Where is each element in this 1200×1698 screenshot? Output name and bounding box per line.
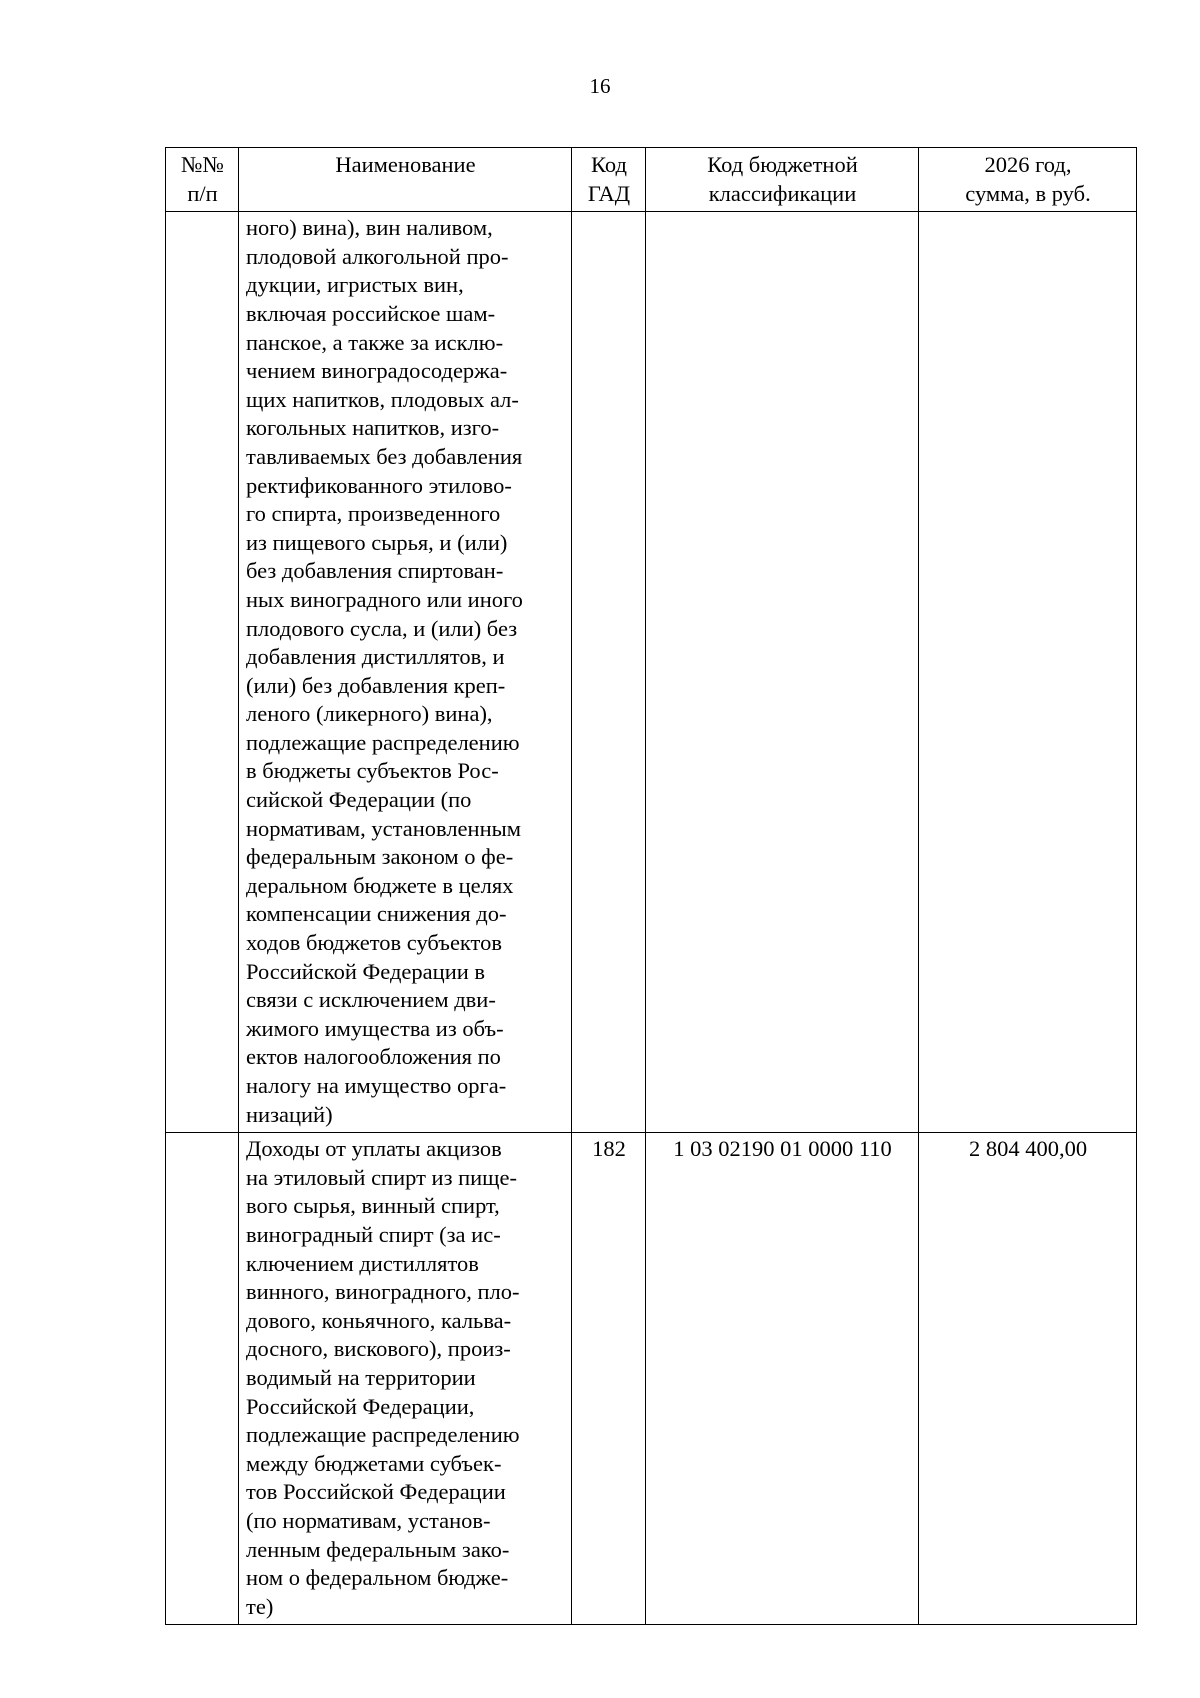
header-line: классификации	[708, 180, 857, 206]
table-row	[166, 1133, 1137, 1625]
header-amount-2026	[919, 148, 1137, 212]
table-header-row	[166, 148, 1137, 212]
header-line: сумма, в руб.	[965, 180, 1091, 206]
row-gad-cell: 182	[572, 1133, 646, 1625]
header-line: ГАД	[587, 180, 631, 206]
row-kbk-cell: 1 03 02190 01 0000 110	[646, 1133, 919, 1625]
row-number-cell	[166, 212, 239, 1133]
table-row	[166, 212, 1137, 1133]
row-number-cell	[166, 1133, 239, 1625]
header-number	[166, 148, 239, 212]
budget-table	[165, 147, 1137, 1625]
header-line: 2026 год,	[984, 152, 1072, 177]
header-gad-code	[572, 148, 646, 212]
header-line: Код бюджетной	[707, 152, 858, 177]
header-line: Код	[591, 152, 627, 177]
row-name-cell: ного) вина), вин наливом, плодовой алкогольной про- дукции, игристых вин, включая российское шам- панское, а также за исклю- чением виноградосодержа- щих напитков, плодовых ал- когольных напитков, изго- тавливаемых без добавления ректификованного этилово- го спирта, произведенного из пищевого сырья, и (или) без добавления спиртован- ных виноградного или иного плодового сусла, и (или) без добавления дистиллятов, и (или) без добавления креп- леного (ликерного) вина), подлежащие распределению в бюджеты субъектов Рос- сийской Федерации (по нормативам, установленным федеральным законом о фе- деральном бюджете в целях компенсации снижения до- ходов бюджетов субъектов Российской Федерации в связи с исключением дви- жимого имущества из объ- ектов налогообложения по налогу на имущество орга- низаций)	[239, 212, 572, 1133]
header-name	[239, 148, 572, 212]
row-name-cell: Доходы от уплаты акцизов на этиловый спирт из пище- вого сырья, винный спирт, виноградный спирт (за ис- ключением дистиллятов винного, виноградного, пло- дового, коньячного, кальва- досного, вискового), произ- водимый на территории Российской Федерации, подлежащие распределению между бюджетами субъек- тов Российской Федерации (по нормативам, установ- ленным федеральным зако- ном о федеральном бюдже- те)	[239, 1133, 572, 1625]
header-line: п/п	[187, 180, 218, 206]
row-amount-cell: 2 804 400,00	[919, 1133, 1137, 1625]
header-line: Наименование	[335, 152, 476, 177]
page-number: 16	[589, 74, 611, 98]
row-amount-cell	[919, 212, 1137, 1133]
header-budget-classification-code	[646, 148, 919, 212]
header-line: №№	[181, 152, 224, 177]
row-kbk-cell	[646, 212, 919, 1133]
row-gad-cell	[572, 212, 646, 1133]
